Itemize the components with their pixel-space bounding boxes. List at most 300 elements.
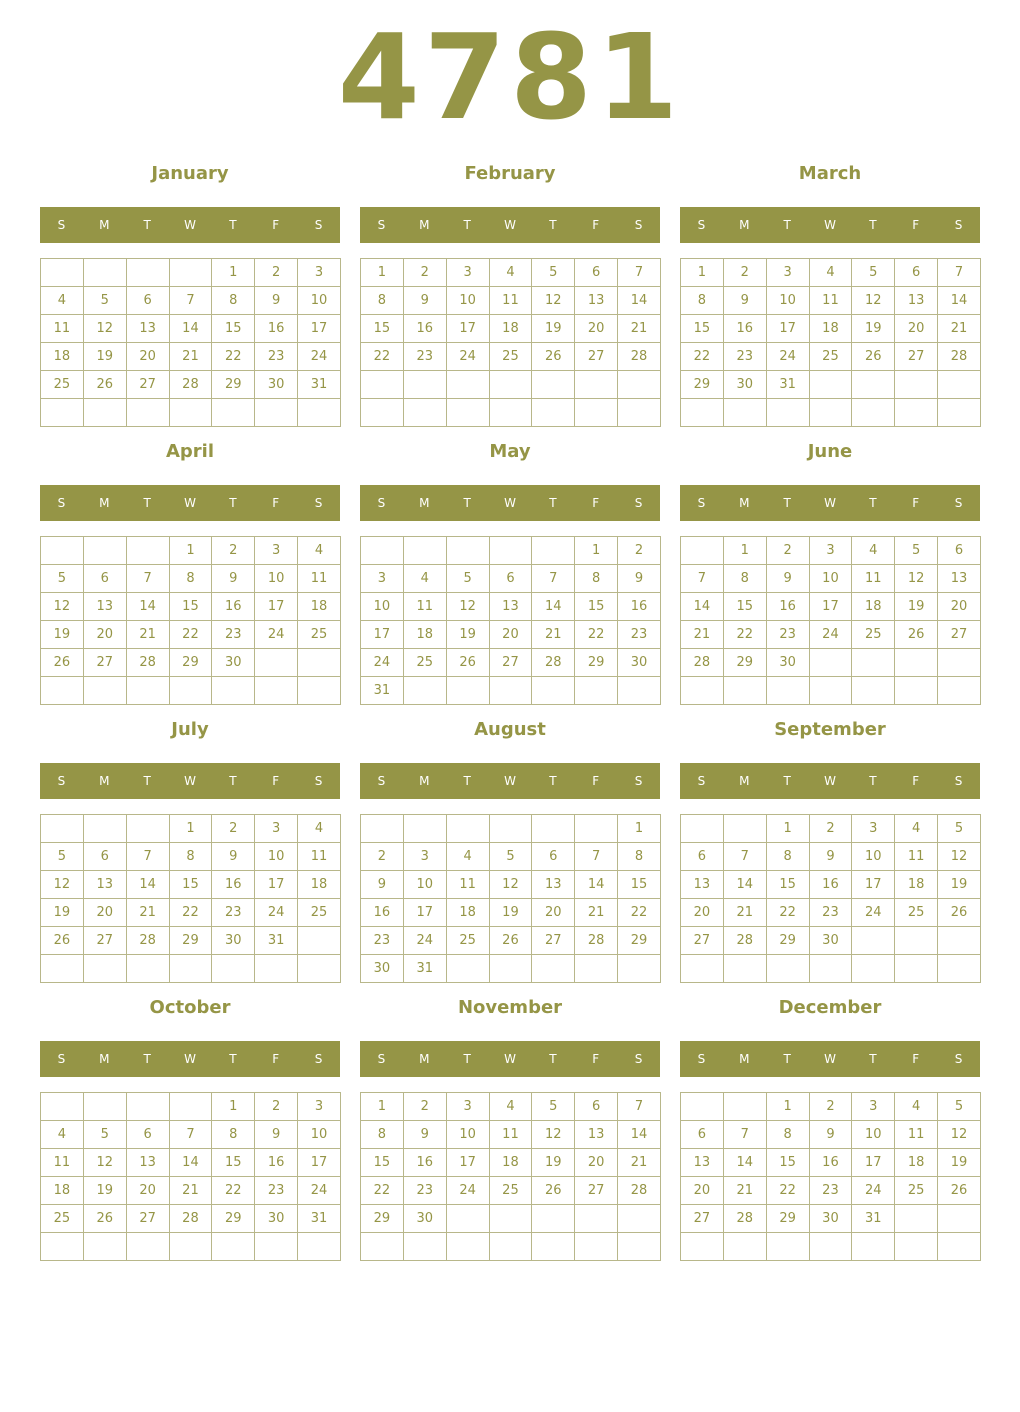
days-table [680,258,981,427]
weekday-label: S [697,1052,706,1066]
day-cell: 13 [938,565,981,593]
day-cell: 15 [766,1149,809,1177]
week-row [41,1205,341,1233]
day-cell: 20 [126,1177,169,1205]
day-cell: 13 [681,871,724,899]
days-table [360,536,661,705]
weekday-label: T [229,1052,237,1066]
weekday-label: M [419,218,430,232]
day-cell: 8 [169,565,212,593]
day-cell: 21 [169,1177,212,1205]
week-row [361,1121,661,1149]
weekday-label: F [912,218,920,232]
empty-day-cell [938,1233,981,1261]
empty-day-cell [618,1233,661,1261]
day-cell: 6 [83,565,126,593]
day-cell: 5 [532,259,575,287]
week-row [361,371,661,399]
day-cell: 29 [361,1205,404,1233]
empty-day-cell [41,955,84,983]
day-cell: 2 [255,1093,298,1121]
empty-day-cell [532,815,575,843]
empty-day-cell [575,955,618,983]
day-cell: 28 [126,649,169,677]
weekday-label: T [869,1052,877,1066]
day-cell: 19 [446,621,489,649]
empty-day-cell [83,259,126,287]
day-cell: 23 [361,927,404,955]
empty-day-cell [83,677,126,705]
day-cell: 30 [255,371,298,399]
empty-day-cell [681,399,724,427]
days-table [40,536,341,705]
empty-day-cell [126,955,169,983]
day-cell: 12 [83,315,126,343]
weekday-header [680,207,980,243]
day-cell: 3 [361,565,404,593]
day-cell: 15 [169,871,212,899]
day-cell: 5 [41,843,84,871]
empty-day-cell [532,1233,575,1261]
weekday-label: S [57,496,66,510]
days-table [360,258,661,427]
day-cell: 21 [126,899,169,927]
empty-day-cell [212,955,255,983]
weekday-header [680,1041,980,1077]
empty-day-cell [532,537,575,565]
week-row [681,371,981,399]
day-cell: 22 [212,343,255,371]
day-cell: 7 [618,259,661,287]
weekday-label: M [739,496,750,510]
day-cell: 8 [212,287,255,315]
empty-day-cell [618,1205,661,1233]
day-cell: 1 [212,259,255,287]
month-name: June [807,441,853,462]
day-cell: 27 [681,1205,724,1233]
day-cell: 8 [618,843,661,871]
day-cell: 3 [403,843,446,871]
week-row [681,815,981,843]
weekday-label: S [634,774,643,788]
day-cell: 30 [255,1205,298,1233]
day-cell: 21 [618,1149,661,1177]
week-row [681,1177,981,1205]
week-row [41,1121,341,1149]
day-cell: 23 [809,1177,852,1205]
empty-day-cell [895,677,938,705]
week-row [41,927,341,955]
day-cell: 29 [169,927,212,955]
day-cell: 12 [83,1149,126,1177]
empty-day-cell [83,537,126,565]
day-cell: 6 [681,843,724,871]
day-cell: 16 [809,871,852,899]
empty-day-cell [169,1233,212,1261]
week-row [681,1149,981,1177]
day-cell: 28 [532,649,575,677]
month-name: November [457,997,563,1018]
day-cell: 11 [489,287,532,315]
empty-day-cell [489,1233,532,1261]
month-name: March [798,163,862,184]
day-cell: 26 [446,649,489,677]
day-cell: 8 [169,843,212,871]
day-cell: 19 [41,621,84,649]
day-cell: 14 [126,593,169,621]
day-cell: 14 [618,1121,661,1149]
month-february [360,160,660,438]
empty-day-cell [895,399,938,427]
day-cell: 21 [681,621,724,649]
day-cell: 29 [212,1205,255,1233]
day-cell: 3 [446,259,489,287]
day-cell: 10 [446,287,489,315]
day-cell: 10 [446,1121,489,1149]
weekday-label: S [634,496,643,510]
day-cell: 6 [681,1121,724,1149]
day-cell: 10 [298,287,341,315]
day-cell: 10 [852,1121,895,1149]
day-cell: 1 [766,815,809,843]
weekday-label: S [377,496,386,510]
weekday-header [40,763,340,799]
day-cell: 7 [575,843,618,871]
empty-day-cell [852,955,895,983]
day-cell: 9 [809,1121,852,1149]
day-cell: 19 [489,899,532,927]
day-cell: 4 [895,1093,938,1121]
day-cell: 9 [766,565,809,593]
day-cell: 17 [766,315,809,343]
day-cell: 5 [489,843,532,871]
day-cell: 24 [361,649,404,677]
day-cell: 30 [618,649,661,677]
day-cell: 8 [681,287,724,315]
month-name: October [149,997,231,1018]
weekday-label: T [143,774,151,788]
day-cell: 18 [489,315,532,343]
empty-day-cell [809,1233,852,1261]
day-cell: 31 [766,371,809,399]
day-cell: 18 [403,621,446,649]
day-cell: 22 [681,343,724,371]
week-row [681,955,981,983]
day-cell: 2 [212,537,255,565]
month-name: May [489,441,531,462]
empty-day-cell [895,1233,938,1261]
day-cell: 9 [212,843,255,871]
empty-day-cell [255,649,298,677]
day-cell: 27 [575,343,618,371]
day-cell: 3 [809,537,852,565]
day-cell: 28 [723,927,766,955]
day-cell: 15 [361,1149,404,1177]
weekday-label: S [954,1052,963,1066]
day-cell: 12 [532,287,575,315]
day-cell: 24 [298,343,341,371]
day-cell: 23 [212,621,255,649]
day-cell: 24 [766,343,809,371]
week-row [681,899,981,927]
day-cell: 14 [532,593,575,621]
day-cell: 30 [766,649,809,677]
day-cell: 11 [298,843,341,871]
day-cell: 13 [575,1121,618,1149]
day-cell: 20 [489,621,532,649]
day-cell: 22 [361,1177,404,1205]
day-cell: 19 [938,871,981,899]
weekday-header [360,485,660,521]
week-row [681,649,981,677]
empty-day-cell [618,399,661,427]
weekday-label: T [463,774,471,788]
day-cell: 25 [403,649,446,677]
day-cell: 11 [446,871,489,899]
day-cell: 22 [169,899,212,927]
empty-day-cell [938,399,981,427]
week-row [681,315,981,343]
weekday-label: T [463,1052,471,1066]
day-cell: 15 [169,593,212,621]
day-cell: 19 [532,1149,575,1177]
weekday-label: S [57,218,66,232]
day-cell: 24 [852,1177,895,1205]
weekday-label: T [869,496,877,510]
day-cell: 9 [723,287,766,315]
empty-day-cell [575,399,618,427]
day-cell: 30 [212,649,255,677]
empty-day-cell [255,399,298,427]
day-cell: 1 [681,259,724,287]
weekday-label: M [739,218,750,232]
empty-day-cell [298,955,341,983]
week-row [361,649,661,677]
week-row [41,371,341,399]
week-row [41,399,341,427]
weekday-label: F [272,218,280,232]
month-december [680,994,980,1272]
day-cell: 21 [169,343,212,371]
day-cell: 21 [938,315,981,343]
week-row [681,593,981,621]
day-cell: 18 [298,871,341,899]
day-cell: 11 [489,1121,532,1149]
week-row [361,343,661,371]
weekday-label: S [314,774,323,788]
empty-day-cell [809,371,852,399]
day-cell: 25 [298,621,341,649]
day-cell: 7 [126,565,169,593]
day-cell: 22 [766,1177,809,1205]
day-cell: 13 [489,593,532,621]
days-table [40,1092,341,1261]
empty-day-cell [361,371,404,399]
day-cell: 2 [809,815,852,843]
empty-day-cell [895,927,938,955]
day-cell: 14 [169,1149,212,1177]
empty-day-cell [446,399,489,427]
week-row [681,927,981,955]
month-name: September [774,719,886,740]
week-row [361,927,661,955]
day-cell: 7 [938,259,981,287]
empty-day-cell [532,1205,575,1233]
day-cell: 11 [403,593,446,621]
day-cell: 24 [446,343,489,371]
day-cell: 30 [809,1205,852,1233]
weekday-label: W [184,774,196,788]
day-cell: 4 [403,565,446,593]
day-cell: 18 [41,343,84,371]
empty-day-cell [938,677,981,705]
day-cell: 16 [618,593,661,621]
day-cell: 18 [895,871,938,899]
month-name: December [778,997,882,1018]
month-june [680,438,980,716]
day-cell: 23 [403,1177,446,1205]
week-row [361,871,661,899]
empty-day-cell [681,1233,724,1261]
week-row [681,537,981,565]
day-cell: 30 [212,927,255,955]
day-cell: 3 [298,259,341,287]
day-cell: 7 [681,565,724,593]
empty-day-cell [489,677,532,705]
weekday-header [40,1041,340,1077]
day-cell: 9 [255,287,298,315]
weekday-label: M [99,774,110,788]
day-cell: 13 [895,287,938,315]
day-cell: 10 [852,843,895,871]
day-cell: 27 [681,927,724,955]
day-cell: 5 [83,287,126,315]
weekday-header [40,485,340,521]
day-cell: 7 [723,1121,766,1149]
weekday-label: W [824,774,836,788]
day-cell: 6 [575,1093,618,1121]
day-cell: 18 [809,315,852,343]
day-cell: 12 [938,843,981,871]
week-row [41,593,341,621]
empty-day-cell [681,955,724,983]
day-cell: 3 [766,259,809,287]
day-cell: 9 [618,565,661,593]
day-cell: 16 [809,1149,852,1177]
day-cell: 12 [895,565,938,593]
day-cell: 9 [212,565,255,593]
day-cell: 2 [403,1093,446,1121]
empty-day-cell [489,371,532,399]
empty-day-cell [809,677,852,705]
empty-day-cell [126,537,169,565]
day-cell: 27 [489,649,532,677]
day-cell: 24 [446,1177,489,1205]
day-cell: 25 [895,1177,938,1205]
day-cell: 24 [809,621,852,649]
week-row [41,843,341,871]
day-cell: 23 [809,899,852,927]
empty-day-cell [403,537,446,565]
day-cell: 3 [852,1093,895,1121]
week-row [361,537,661,565]
day-cell: 28 [126,927,169,955]
day-cell: 14 [723,1149,766,1177]
weekday-label: S [634,218,643,232]
day-cell: 12 [489,871,532,899]
day-cell: 19 [83,1177,126,1205]
empty-day-cell [532,955,575,983]
week-row [41,537,341,565]
empty-day-cell [575,1205,618,1233]
day-cell: 13 [126,1149,169,1177]
weekday-label: W [504,774,516,788]
day-cell: 11 [852,565,895,593]
day-cell: 19 [83,343,126,371]
week-row [361,259,661,287]
day-cell: 17 [255,871,298,899]
weekday-label: T [869,774,877,788]
month-november [360,994,660,1272]
day-cell: 8 [766,1121,809,1149]
empty-day-cell [723,1093,766,1121]
day-cell: 21 [532,621,575,649]
day-cell: 4 [809,259,852,287]
week-row [361,815,661,843]
empty-day-cell [446,1233,489,1261]
week-row [681,565,981,593]
empty-day-cell [126,1233,169,1261]
empty-day-cell [809,955,852,983]
empty-day-cell [489,399,532,427]
day-cell: 26 [41,649,84,677]
weekday-header [360,763,660,799]
day-cell: 5 [532,1093,575,1121]
day-cell: 30 [809,927,852,955]
empty-day-cell [361,815,404,843]
empty-day-cell [298,927,341,955]
empty-day-cell [618,677,661,705]
empty-day-cell [361,537,404,565]
weekday-header [680,485,980,521]
day-cell: 24 [298,1177,341,1205]
day-cell: 1 [723,537,766,565]
day-cell: 1 [766,1093,809,1121]
empty-day-cell [575,371,618,399]
day-cell: 16 [212,593,255,621]
day-cell: 16 [255,1149,298,1177]
week-row [681,1233,981,1261]
day-cell: 30 [361,955,404,983]
day-cell: 5 [446,565,489,593]
day-cell: 1 [169,815,212,843]
days-table [360,1092,661,1261]
empty-day-cell [723,1233,766,1261]
day-cell: 6 [895,259,938,287]
empty-day-cell [41,1093,84,1121]
month-january [40,160,340,438]
empty-day-cell [446,537,489,565]
weekday-label: W [824,218,836,232]
day-cell: 22 [766,899,809,927]
week-row [681,871,981,899]
empty-day-cell [895,649,938,677]
day-cell: 17 [446,1149,489,1177]
day-cell: 20 [83,621,126,649]
day-cell: 18 [895,1149,938,1177]
days-table [680,536,981,705]
empty-day-cell [575,677,618,705]
